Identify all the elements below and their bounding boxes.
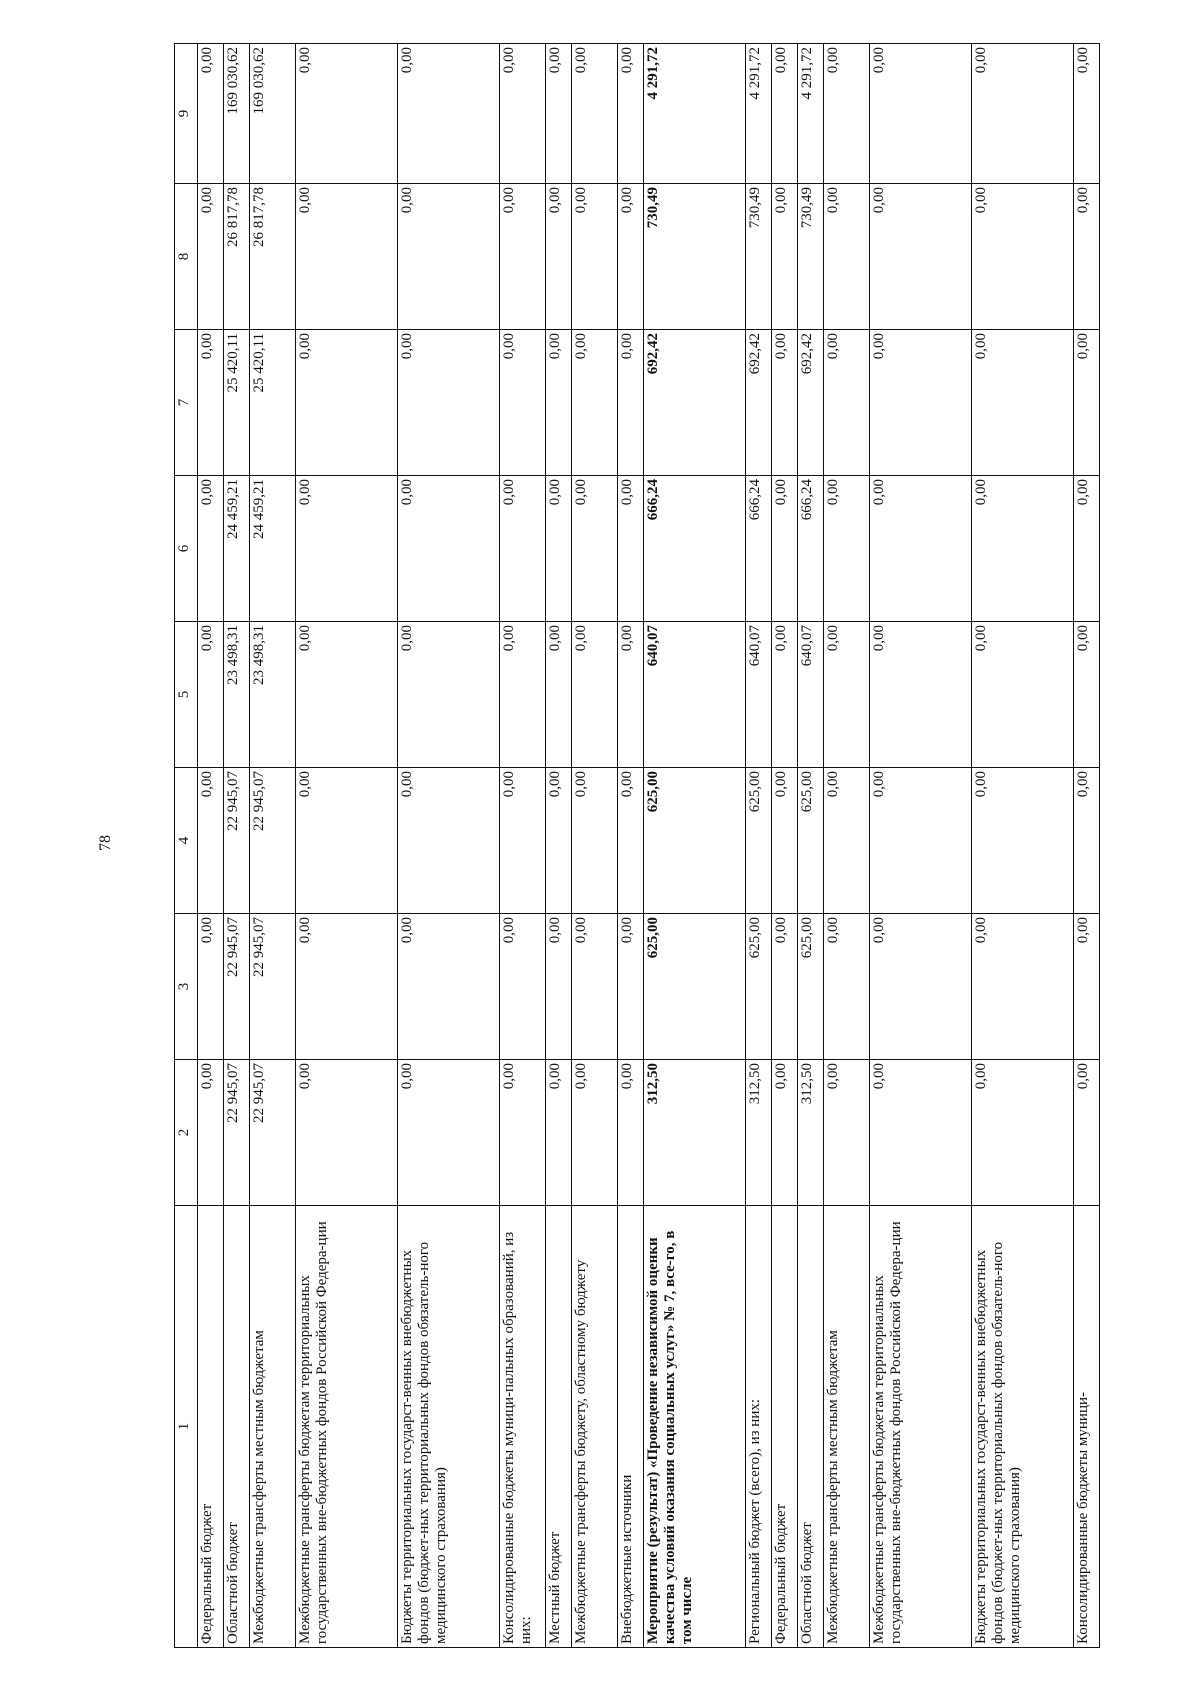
cell-col-5: 0,00 (500, 622, 546, 768)
cell-col-9: 0,00 (824, 44, 870, 184)
cell-col-6: 0,00 (198, 476, 224, 622)
cell-col-3: 0,00 (500, 914, 546, 1060)
column-header-9: 9 (175, 44, 198, 184)
cell-col-8: 0,00 (572, 184, 618, 330)
cell-col-7: 0,00 (546, 330, 572, 476)
cell-col-2: 0,00 (824, 1060, 870, 1206)
table-row (572, 44, 618, 1648)
cell-col-2: 0,00 (500, 1060, 546, 1206)
page-number: 78 (97, 835, 114, 851)
cell-col-6: 0,00 (572, 476, 618, 622)
cell-col-7: 0,00 (398, 330, 500, 476)
cell-col-3: 0,00 (618, 914, 644, 1060)
cell-col-8: 0,00 (1074, 184, 1100, 330)
cell-col-5: 0,00 (198, 622, 224, 768)
cell-col-9: 0,00 (870, 44, 972, 184)
row-label: Областной бюджет (224, 1206, 250, 1648)
table-body (198, 44, 1100, 1648)
cell-col-9: 0,00 (618, 44, 644, 184)
table-row (296, 44, 398, 1648)
cell-col-3: 22 945,07 (250, 914, 296, 1060)
row-label: Консолидированные бюджеты муници- (1074, 1206, 1100, 1648)
cell-col-7: 692,42 (644, 330, 746, 476)
cell-col-9: 0,00 (972, 44, 1074, 184)
cell-col-8: 0,00 (500, 184, 546, 330)
cell-col-7: 0,00 (824, 330, 870, 476)
cell-col-5: 0,00 (870, 622, 972, 768)
cell-col-7: 692,42 (746, 330, 772, 476)
cell-col-4: 625,00 (644, 768, 746, 914)
cell-col-9: 4 291,72 (746, 44, 772, 184)
cell-col-8: 0,00 (972, 184, 1074, 330)
cell-col-6: 0,00 (1074, 476, 1100, 622)
cell-col-7: 25 420,11 (250, 330, 296, 476)
cell-col-3: 625,00 (746, 914, 772, 1060)
cell-col-2: 0,00 (198, 1060, 224, 1206)
cell-col-7: 0,00 (572, 330, 618, 476)
cell-col-3: 0,00 (546, 914, 572, 1060)
cell-col-2: 312,50 (644, 1060, 746, 1206)
cell-col-4: 0,00 (824, 768, 870, 914)
row-label: Бюджеты территориальных государст-венных внебюджетных фондов (бюджет-ных территориальных фондов обязатель-ного медицинского страхования) (398, 1206, 500, 1648)
cell-col-8: 730,49 (644, 184, 746, 330)
cell-col-6: 0,00 (824, 476, 870, 622)
table-row (618, 44, 644, 1648)
cell-col-5: 0,00 (296, 622, 398, 768)
cell-col-6: 0,00 (618, 476, 644, 622)
cell-col-5: 23 498,31 (250, 622, 296, 768)
cell-col-9: 0,00 (546, 44, 572, 184)
cell-col-2: 0,00 (398, 1060, 500, 1206)
cell-col-3: 0,00 (398, 914, 500, 1060)
cell-col-2: 0,00 (1074, 1060, 1100, 1206)
column-header-1: 1 (175, 1206, 198, 1648)
cell-col-2: 22 945,07 (250, 1060, 296, 1206)
cell-col-9: 169 030,62 (224, 44, 250, 184)
row-label: Межбюджетные трансферты бюджету, областному бюджету (572, 1206, 618, 1648)
cell-col-3: 22 945,07 (224, 914, 250, 1060)
cell-col-3: 0,00 (296, 914, 398, 1060)
cell-col-6: 0,00 (500, 476, 546, 622)
cell-col-9: 0,00 (1074, 44, 1100, 184)
cell-col-8: 0,00 (772, 184, 798, 330)
row-label: Межбюджетные трансферты местным бюджетам (250, 1206, 296, 1648)
column-header-3: 3 (175, 914, 198, 1060)
cell-col-9: 0,00 (198, 44, 224, 184)
cell-col-4: 0,00 (398, 768, 500, 914)
table-row (644, 44, 746, 1648)
cell-col-6: 666,24 (798, 476, 824, 622)
table-row (772, 44, 798, 1648)
header-row (175, 44, 198, 1648)
row-label: Межбюджетные трансферты местным бюджетам (824, 1206, 870, 1648)
cell-col-3: 0,00 (972, 914, 1074, 1060)
cell-col-7: 0,00 (870, 330, 972, 476)
cell-col-2: 312,50 (746, 1060, 772, 1206)
cell-col-6: 0,00 (296, 476, 398, 622)
row-label: Внебюджетные источники (618, 1206, 644, 1648)
cell-col-4: 0,00 (500, 768, 546, 914)
row-label: Федеральный бюджет (772, 1206, 798, 1648)
cell-col-9: 4 291,72 (644, 44, 746, 184)
cell-col-2: 0,00 (870, 1060, 972, 1206)
cell-col-4: 0,00 (546, 768, 572, 914)
cell-col-3: 0,00 (870, 914, 972, 1060)
row-label: Федеральный бюджет (198, 1206, 224, 1648)
cell-col-7: 692,42 (798, 330, 824, 476)
row-label: Бюджеты территориальных государст-венных внебюджетных фондов (бюджет-ных территориальных фондов обязатель-ного медицинского страхования) (972, 1206, 1074, 1648)
cell-col-9: 169 030,62 (250, 44, 296, 184)
cell-col-8: 0,00 (824, 184, 870, 330)
rotated-table-wrapper (174, 44, 1099, 1648)
cell-col-6: 24 459,21 (224, 476, 250, 622)
cell-col-5: 0,00 (572, 622, 618, 768)
column-header-8: 8 (175, 184, 198, 330)
cell-col-6: 666,24 (746, 476, 772, 622)
table-row (198, 44, 224, 1648)
cell-col-7: 0,00 (618, 330, 644, 476)
cell-col-4: 0,00 (1074, 768, 1100, 914)
cell-col-4: 0,00 (772, 768, 798, 914)
cell-col-9: 0,00 (296, 44, 398, 184)
cell-col-3: 0,00 (772, 914, 798, 1060)
cell-col-8: 0,00 (198, 184, 224, 330)
cell-col-8: 0,00 (870, 184, 972, 330)
cell-col-5: 0,00 (1074, 622, 1100, 768)
row-label: Местный бюджет (546, 1206, 572, 1648)
budget-table (174, 43, 1100, 1648)
table-row (870, 44, 972, 1648)
cell-col-8: 730,49 (746, 184, 772, 330)
row-label: Консолидированные бюджеты муници-пальных образований, из них: (500, 1206, 546, 1648)
cell-col-7: 0,00 (296, 330, 398, 476)
cell-col-6: 0,00 (972, 476, 1074, 622)
cell-col-5: 0,00 (618, 622, 644, 768)
cell-col-6: 0,00 (546, 476, 572, 622)
cell-col-4: 0,00 (972, 768, 1074, 914)
cell-col-6: 666,24 (644, 476, 746, 622)
cell-col-8: 730,49 (798, 184, 824, 330)
cell-col-9: 0,00 (398, 44, 500, 184)
row-label: Межбюджетные трансферты бюджетам территориальных государственных вне-бюджетных фондов Российской Федера-ции (870, 1206, 972, 1648)
cell-col-3: 0,00 (824, 914, 870, 1060)
cell-col-6: 0,00 (870, 476, 972, 622)
table-row (398, 44, 500, 1648)
cell-col-4: 625,00 (798, 768, 824, 914)
table-row (746, 44, 772, 1648)
row-label: Мероприятие (результат) «Проведение независимой оценки качества условий оказания социальных услуг» № 7, все-го, в том числе (644, 1206, 746, 1648)
cell-col-4: 0,00 (618, 768, 644, 914)
table-row (250, 44, 296, 1648)
cell-col-5: 640,07 (644, 622, 746, 768)
cell-col-4: 625,00 (746, 768, 772, 914)
column-header-6: 6 (175, 476, 198, 622)
cell-col-2: 312,50 (798, 1060, 824, 1206)
cell-col-5: 0,00 (972, 622, 1074, 768)
cell-col-6: 24 459,21 (250, 476, 296, 622)
cell-col-4: 22 945,07 (250, 768, 296, 914)
cell-col-9: 0,00 (772, 44, 798, 184)
cell-col-2: 22 945,07 (224, 1060, 250, 1206)
cell-col-8: 26 817,78 (250, 184, 296, 330)
cell-col-8: 0,00 (618, 184, 644, 330)
table-row (546, 44, 572, 1648)
cell-col-9: 4 291,72 (798, 44, 824, 184)
cell-col-4: 0,00 (198, 768, 224, 914)
cell-col-3: 0,00 (572, 914, 618, 1060)
cell-col-4: 0,00 (296, 768, 398, 914)
cell-col-7: 0,00 (198, 330, 224, 476)
table-row (824, 44, 870, 1648)
cell-col-3: 625,00 (798, 914, 824, 1060)
table-row (798, 44, 824, 1648)
cell-col-2: 0,00 (296, 1060, 398, 1206)
cell-col-3: 0,00 (198, 914, 224, 1060)
table-row (972, 44, 1074, 1648)
cell-col-5: 640,07 (798, 622, 824, 768)
cell-col-6: 0,00 (398, 476, 500, 622)
cell-col-8: 0,00 (296, 184, 398, 330)
cell-col-2: 0,00 (546, 1060, 572, 1206)
cell-col-2: 0,00 (618, 1060, 644, 1206)
column-header-5: 5 (175, 622, 198, 768)
cell-col-5: 0,00 (772, 622, 798, 768)
cell-col-3: 625,00 (644, 914, 746, 1060)
column-header-7: 7 (175, 330, 198, 476)
cell-col-5: 640,07 (746, 622, 772, 768)
cell-col-5: 0,00 (824, 622, 870, 768)
cell-col-5: 23 498,31 (224, 622, 250, 768)
cell-col-7: 0,00 (772, 330, 798, 476)
cell-col-7: 25 420,11 (224, 330, 250, 476)
table-row (1074, 44, 1100, 1648)
cell-col-4: 0,00 (572, 768, 618, 914)
row-label: Областной бюджет (798, 1206, 824, 1648)
cell-col-8: 0,00 (546, 184, 572, 330)
table-row (500, 44, 546, 1648)
cell-col-5: 0,00 (398, 622, 500, 768)
column-header-2: 2 (175, 1060, 198, 1206)
cell-col-5: 0,00 (546, 622, 572, 768)
cell-col-7: 0,00 (1074, 330, 1100, 476)
table-row (224, 44, 250, 1648)
row-label: Межбюджетные трансферты бюджетам территориальных государственных вне-бюджетных фондов Российской Федера-ции (296, 1206, 398, 1648)
cell-col-4: 22 945,07 (224, 768, 250, 914)
cell-col-7: 0,00 (500, 330, 546, 476)
cell-col-8: 26 817,78 (224, 184, 250, 330)
cell-col-4: 0,00 (870, 768, 972, 914)
table-header (175, 44, 198, 1648)
cell-col-9: 0,00 (572, 44, 618, 184)
cell-col-3: 0,00 (1074, 914, 1100, 1060)
cell-col-2: 0,00 (772, 1060, 798, 1206)
cell-col-6: 0,00 (772, 476, 798, 622)
row-label: Региональный бюджет (всего), из них: (746, 1206, 772, 1648)
column-header-4: 4 (175, 768, 198, 914)
cell-col-9: 0,00 (500, 44, 546, 184)
cell-col-7: 0,00 (972, 330, 1074, 476)
cell-col-2: 0,00 (572, 1060, 618, 1206)
cell-col-2: 0,00 (972, 1060, 1074, 1206)
cell-col-8: 0,00 (398, 184, 500, 330)
